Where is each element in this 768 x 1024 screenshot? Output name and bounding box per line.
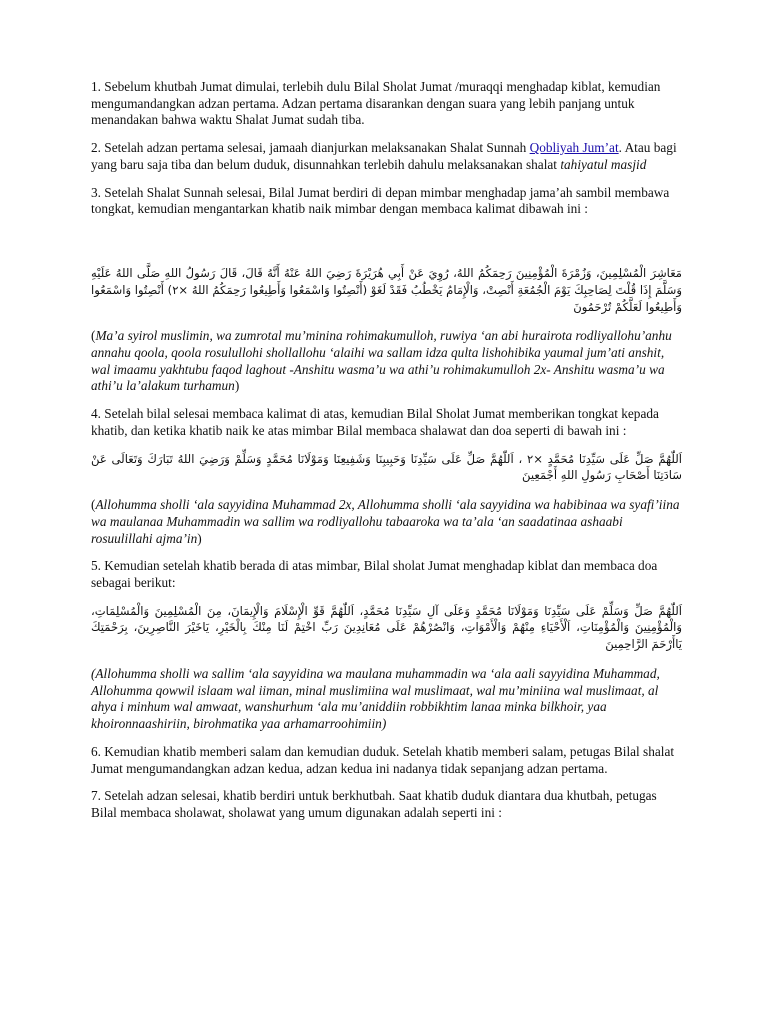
paragraph-2-text-cont: . Atau bagi yang baru saja tiba dan belum duduk, disunnahkan terlebih dahulu melaksanakan shalat (91, 140, 677, 172)
paren-open: ( (91, 497, 96, 513)
paragraph-2 (91, 140, 682, 173)
transliteration-2 (91, 497, 682, 547)
arabic-text-1: مَعَاشِرَ الْمُسْلِمِينَ، وَزُمْرَةَ الْمُؤْمِنِينَ رَحِمَكُمُ اللهُ، رُوِيَ عَنْ أَبِي هُرَيْرَةَ رَضِيَ اللهُ عَنْهُ أَنَّهُ قَالَ، قَالَ رَسُولُ اللهِ صَلَّى اللهُ عَلَيْهِ وَسَلَّمَ إِذَا قُلْتَ لِصَاحِبِكَ يَوْمَ الْجُمُعَةِ أَنْصِتْ، وَالْإِمَامُ يَخْطُبُ فَقَدْ لَغَوْ (أَنْصِتُوا وَاسْمَعُوا وَأَطِيعُوا رَحِمَكُمُ اللهُ ×٢) أَنْصِتُوا وَاسْمَعُوا وَأَطِيعُوا لَعَلَّكُمْ تُرْحَمُونَ (91, 265, 682, 314)
paragraph-5: 5. Kemudian setelah khatib berada di atas mimbar, Bilal sholat Jumat menghadap kiblat dan membaca doa sebagai berikut: (91, 558, 658, 590)
transliteration-2-text: Allohumma sholli ‘ala sayyidina Muhammad 2x, Allohumma sholli ‘ala sayyidina wa habibinaa wa syafi’iina wa maulanaa Muhammadin wa sallim wa rodliyallohu tabaaroka wa ta’ala ‘an saadatinaa ashaabi rosuulillahi ajma’in (91, 497, 680, 546)
transliteration-1 (91, 328, 682, 395)
qobliyah-link[interactable]: Qobliyah Jum’at (529, 140, 619, 156)
paren-close: ) (234, 378, 240, 394)
paragraph-4: 4. Setelah bilal selesai membaca kalimat di atas, kemudian Bilal Sholat Jumat memberikan tongkat kepada khatib, dan ketika khatib naik ke atas mimbar Bilal membaca shalawat dan doa seperti di bawah ini : (91, 406, 659, 438)
spacer (91, 229, 682, 265)
paren-open: ( (91, 328, 96, 344)
tahiyatul-masjid-term: tahiyatul masjid (560, 156, 647, 172)
transliteration-3: (Allohumma sholli wa sallim ‘ala sayyidina wa maulana muhammadin wa ‘ala aali sayyidina Muhammad, Allohumma qowwil islaam wal iiman, minal muslimiina wal muslimaat, wal mu’miniina wal muslimaat, al ahya i minhum wal amwaat, wanshurhum ‘ala mu’aniddiin robbikhtim lanaa minka bilkhoir, yaa khoironnaashiriin, birohmatika yaa arhamarroohimiin) (91, 666, 660, 732)
paragraph-3: 3. Setelah Shalat Sunnah selesai, Bilal Jumat berdiri di depan mimbar menghadap jama’ah sambil membawa tongkat, kemudian mengantarkan khatib naik mimbar dengan membaca kalimat dibawah ini : (91, 184, 670, 217)
paragraph-6: 6. Kemudian khatib memberi salam dan kemudian duduk. Setelah khatib memberi salam, petugas Bilal shalat Jumat mengumandangkan adzan kedua, adzan kedua ini nadanya tidak sepanjang adzan pertama. (91, 743, 675, 776)
paragraph-7: 7. Setelah adzan selesai, khatib berdiri untuk berkhutbah. Saat khatib duduk diantara dua khutbah, petugas Bilal membaca sholawat, sholawat yang umum digunakan adalah seperti ini : (91, 788, 657, 820)
paren-close: ) (197, 530, 202, 546)
paragraph-1: 1. Sebelum khutbah Jumat dimulai, terlebih dulu Bilal Sholat Jumat /muraqqi menghadap kiblat, kemudian mengumandangkan adzan pertama. Adzan pertama disarankan dengan suara yang lebih panjang untuk menandakan bahwa waktu Shalat Jumat sudah tiba. (91, 79, 661, 128)
arabic-text-3: اَللّٰهُمَّ صَلِّ وَسَلِّمْ عَلَى سَيِّدِنَا وَمَوْلَانَا مُحَمَّدٍ وَعَلَى آلِ سَيِّدِنَا مُحَمَّدٍ، اَللّٰهُمَّ قَوِّ الْإِسْلَامَ وَالْإِيمَانَ، مِنَ الْمُسْلِمِينَ وَالْمُسْلِمَاتِ، وَالْمُؤْمِنِينَ وَالْمُؤْمِنَاتِ، اَلْأَحْيَاءِ مِنْهُمْ وَالْأَمْوَاتِ، وَانْصُرْهُمْ عَلَى مُعَانِدِينَ رَبِّ اخْتِمْ لَنَا مِنْكَ بِالْخَيْرِ، يَاخَيْرَ النَّاصِرِينَ، بِرَحْمَتِكَ يَاأَرْحَمَ الرَّاحِمِينَ (91, 603, 682, 652)
arabic-text-2: اَللّٰهُمَّ صَلِّ عَلَى سَيِّدِنَا مُحَمَّدٍ ×٢ ، اَللّٰهُمَّ صَلِّ عَلَى سَيِّدِنَا وَحَبِيبِنَا وَشَفِيعِنَا وَمَوْلَانَا مُحَمَّدٍ وَسَلِّمْ وَرَضِيَ اللهُ تَبَارَكَ وَتَعَالَى عَنْ سَادَتِنَا أَصْحَابِ رَسُولِ اللهِ أَجْمَعِينَ (91, 451, 682, 483)
paragraph-2-text: 2. Setelah adzan pertama selesai, jamaah dianjurkan melaksanakan Shalat Sunnah (91, 140, 530, 156)
transliteration-1-text: Ma’a syirol muslimin, wa zumrotal mu’minina rohimakumulloh, ruwiya ‘an abi hurairota rodliyallohu’anhu annahu qoola, qoola rosulullohi shollallohu ‘alaihi wa sallam idza qulta lishohibika yaumal jum’ati anshit, wal imaamu yakhtubu faqod laghout -Anshitu wasma’u wa athi’u rohimakumulloh 2x- Anshitu wasma’u wa athi’u la’alakum turhamun (91, 328, 672, 394)
